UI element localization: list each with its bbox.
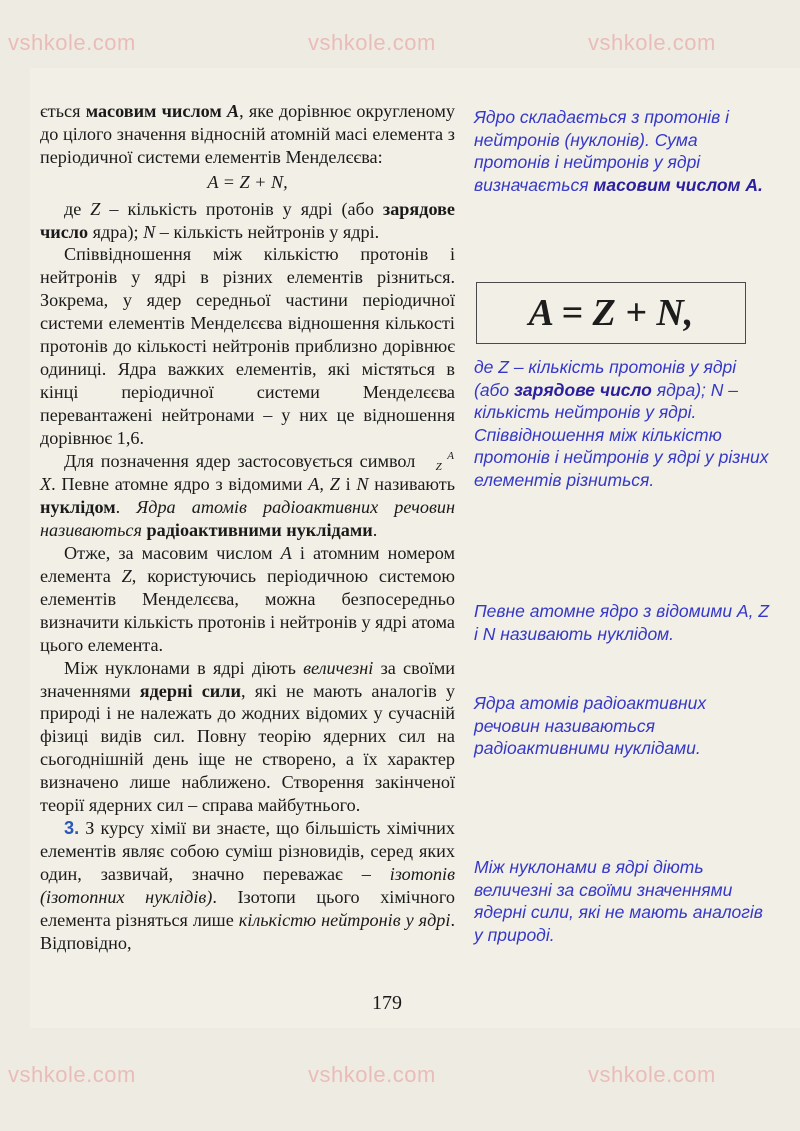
watermark: vshkole.com	[308, 1062, 436, 1087]
side-note-nucleus: Ядро складається з протонів і нейтронів (нуклонів). Сума протонів і нейтронів у ядрі визначається масовим числом A.	[474, 107, 763, 195]
watermark: vshkole.com	[8, 30, 136, 55]
watermark: vshkole.com	[8, 1062, 136, 1087]
paragraph-nuclide: Для позначення ядер застосовується символ A ZX. Певне атомне ядро з відомими A, Z і N називають нуклідом. Ядра атомів радіоактивних речовин називаються радіоактивними нуклідами.	[40, 450, 456, 541]
side-note-radioactive: Ядра атомів радіоактивних речовин називаються радіоактивними нуклідами.	[474, 693, 707, 758]
watermark: vshkole.com	[308, 30, 436, 55]
paragraph-ratio: Співвідношення між кількістю протонів і нейтронів у ядрі в різних елементів різниться. Зокрема, у ядер середньої частини періодичної системи елементів Менделєєва відношення кількості протонів до кількості нейтронів приблизно дорівнює одиниці. Ядра важких елементів, які містяться в кінці періодичної системи Менделєєва перевантажені нейтронами – у них це відношення дорівнює 1,6.	[40, 244, 455, 448]
page-number: 179	[372, 992, 402, 1014]
nuclide-symbol-indices: A Z	[435, 450, 454, 474]
side-note-nuclide: Певне атомне ядро з відомими A, Z і N називають нуклідом.	[474, 601, 770, 644]
paragraph-isotopes: 3. З курсу хімії ви знаєте, що більшість хімічних елементів являє собою суміш різновидів, серед яких один, зазвичай, значно переважає – ізотопів (ізотопних нуклідів). Ізотопи цього хімічного елемента різняться лише кількістю нейтронів у ядрі. Відповідно,	[40, 818, 456, 953]
side-note-forces: Між нуклонами в ядрі діють величезні за своїми значеннями ядерні сили, які не мають аналогів у природі.	[474, 857, 763, 945]
paragraph-nuclear-forces: Між нуклонами в ядрі діють величезні за своїми значеннями ядерні сили, які не мають аналогів у природі і не належать до жодних відомих у сучасній фізиці видів сил. Повну теорію ядерних сил на сьогоднішній день іще не створено, а їх характер визначено лише наближено. Створення закінченої теорії ядерних сил – справа майбутнього.	[40, 657, 456, 816]
paragraph-mass-number: ється масовим числом A, яке дорівнює округленому до цілого значення відносній атомній масі елемента з періодичної системи елементів Менделєєва:	[40, 101, 455, 167]
side-note-definitions: де Z – кількість протонів у ядрі (або зарядове число ядра); N – кількість нейтронів у ядрі. Співвідношення між кількістю протонів і нейтронів у ядрі у різних елементів різниться.	[474, 356, 774, 491]
paragraph-definitions: де Z – кількість протонів у ядрі (або зарядове число ядра); N – кількість нейтронів у ядрі.	[40, 198, 455, 242]
side-note-ratio: Співвідношення між кількістю протонів і нейтронів у ядрі у різних елементів різниться.	[474, 424, 769, 490]
main-text-column	[40, 100, 455, 954]
formula-box: A = Z + N,	[476, 282, 746, 344]
watermark: vshkole.com	[588, 30, 716, 55]
formula-main: A = Z + N,	[207, 171, 288, 192]
paragraph-determination: Отже, за масовим числом A і атомним номером елемента Z, користуючись періодичною системою елементів Менделєєва, можна безпосередньо визначити кількість протонів і нейтронів у ядрі атома цього елемента.	[40, 543, 456, 655]
watermark: vshkole.com	[588, 1062, 716, 1087]
